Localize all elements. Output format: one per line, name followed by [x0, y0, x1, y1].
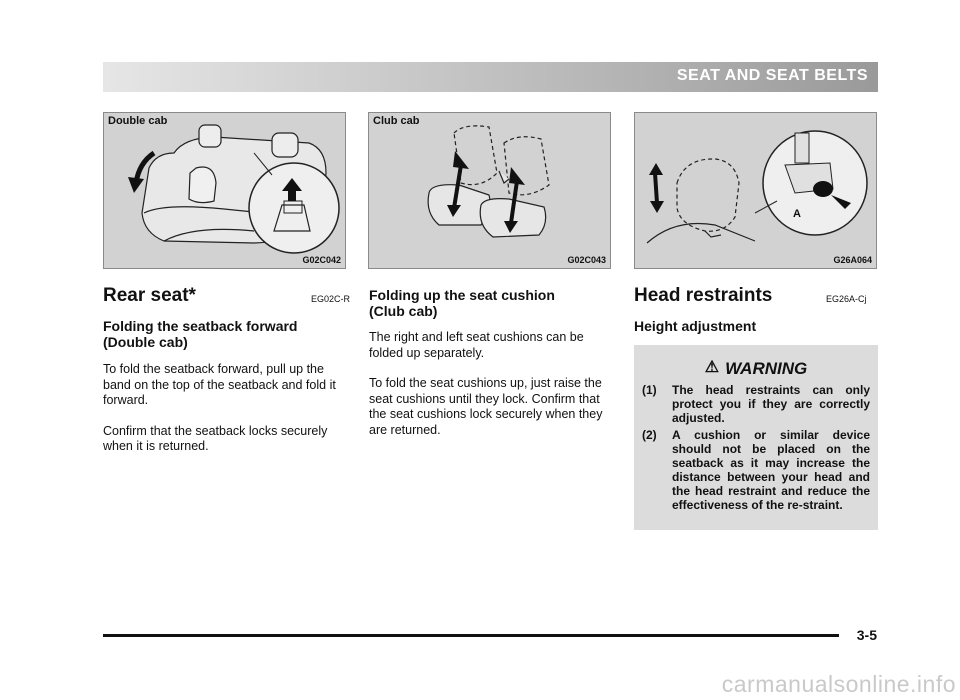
subhead-line: (Double cab): [103, 334, 188, 350]
warning-triangle-icon: ⚠: [704, 359, 720, 376]
figure-label: Club cab: [373, 115, 420, 127]
subhead-line: (Club cab): [369, 303, 438, 319]
figure-code: G02C043: [567, 255, 606, 265]
warning-item-text: The head restraints can only protect you if they are correctly adjusted.: [672, 383, 870, 425]
page-number: 3-5: [856, 627, 877, 643]
watermark: carmanualsonline.info: [721, 671, 956, 697]
figure-label: Double cab: [108, 115, 168, 127]
subhead-folding-cushion: [369, 287, 555, 319]
paragraph: To fold the seat cushions up, just raise the seat cushions until they lock. Confirm that the seat cushions lock securely when they are returned.: [369, 376, 603, 437]
double-cab-seat-illustration: [104, 113, 346, 269]
subhead-folding-seatback: [103, 318, 297, 350]
header-bar: [103, 62, 878, 92]
figure-club-cab-seat-cushion: [368, 112, 611, 269]
paragraph: To fold the seatback forward, pull up the band on the top of the seatback and fold it forward.: [103, 362, 336, 407]
section-title-head-restraints: Head restraints: [634, 285, 773, 306]
warning-item-number: (2): [642, 428, 657, 442]
section-code: EG26A-Cj: [826, 294, 867, 304]
paragraph: The right and left seat cushions can be folded up separately.: [369, 330, 584, 360]
figure-code: G26A064: [833, 255, 872, 265]
warning-item: [642, 428, 870, 512]
body-text-col2: [369, 330, 615, 453]
section-title-rear-seat: Rear seat*: [103, 285, 196, 306]
warning-box: [634, 345, 878, 530]
footer-rule: [103, 634, 839, 637]
subhead-line: Folding up the seat cushion: [369, 287, 555, 303]
warning-heading-text: WARNING: [725, 359, 808, 378]
subhead-line: Folding the seatback forward: [103, 318, 298, 334]
section-code: EG02C-R: [311, 294, 351, 304]
paragraph: Confirm that the seatback locks securely when it is returned.: [103, 423, 328, 453]
head-restraint-illustration: [635, 113, 877, 269]
warning-item-text: A cushion or similar device should not be placed on the seatback as it may increase the distance between your head and the head restraint and reduce the effectiveness of the re-straint.: [672, 428, 870, 512]
warning-heading: [642, 357, 870, 379]
warning-item: [642, 383, 870, 425]
warning-item-number: (1): [642, 383, 657, 397]
subhead-height-adjustment: Height adjustment: [634, 318, 757, 334]
section-header-title: SEAT AND SEAT BELTS: [676, 67, 868, 84]
figure-double-cab-rear-seat: [103, 112, 346, 269]
figure-code: G02C042: [302, 255, 341, 265]
body-text-col1: [103, 362, 349, 470]
callout-a-label: A: [793, 208, 801, 220]
figure-head-restraint: [634, 112, 877, 269]
club-cab-seat-illustration: [369, 113, 611, 269]
